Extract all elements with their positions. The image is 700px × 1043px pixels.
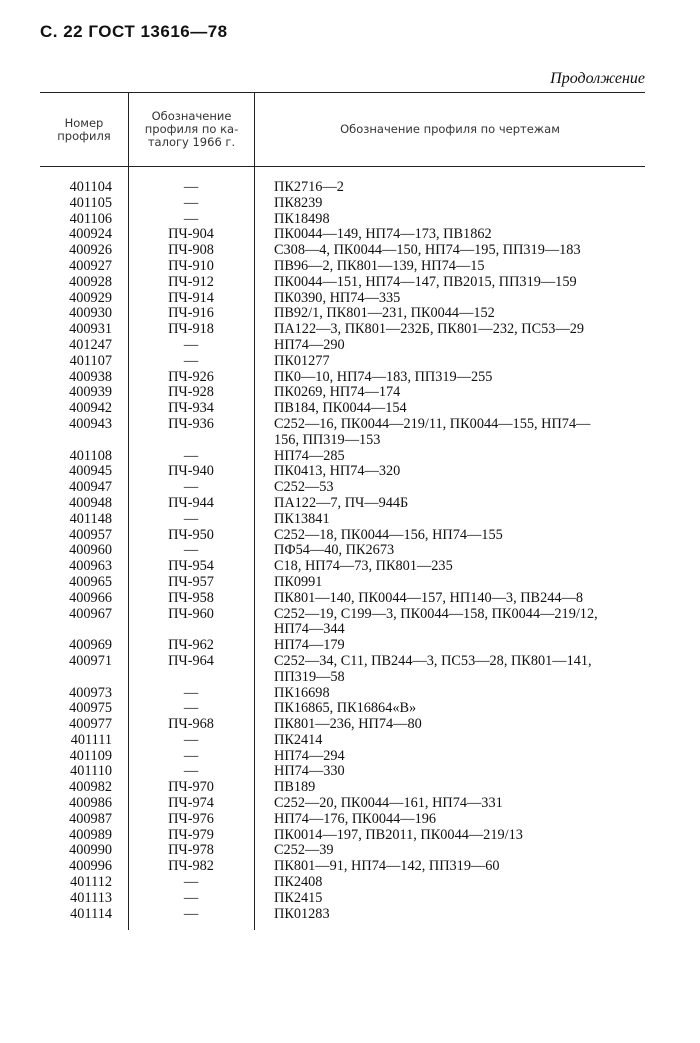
- profile-number: 400960: [69, 542, 112, 559]
- profile-number: 400973: [69, 684, 112, 701]
- column-header-drawings: Обозначение профиля по чертежам: [340, 122, 560, 136]
- drawing-designation: С252—53: [274, 479, 334, 496]
- drawing-designation: ПК0991: [274, 573, 323, 590]
- table-row: [40, 828, 645, 844]
- table-row: [40, 575, 645, 591]
- catalog-designation: —: [183, 763, 199, 780]
- drawing-designation: ПФ54—40, ПК2673: [274, 542, 395, 559]
- profile-number: 401108: [69, 447, 112, 464]
- drawing-designation: ПК13841: [274, 510, 330, 527]
- profile-number: 400986: [69, 795, 112, 812]
- catalog-designation: ПЧ-928: [168, 384, 214, 401]
- profile-number: 400971: [69, 652, 112, 669]
- profile-number: 401109: [69, 747, 112, 764]
- profile-number: 401113: [70, 889, 112, 906]
- catalog-designation: ПЧ-968: [168, 716, 214, 733]
- drawing-designation: С252—18, ПК0044—156, НП74—155: [274, 526, 503, 543]
- drawing-designation: ПК801—91, НП74—142, ПП319—60: [274, 858, 500, 875]
- drawing-designation: ПВ92/1, ПК801—231, ПК0044—152: [274, 305, 495, 322]
- drawing-designation: НП74—285: [274, 447, 345, 464]
- drawing-designation: ПК16698: [274, 684, 330, 701]
- column-header-catalog: Обозначение профиля по ка- талогу 1966 г.: [144, 109, 239, 149]
- profile-number: 400996: [69, 858, 112, 875]
- table-row: [40, 196, 645, 212]
- catalog-designation: ПЧ-908: [168, 242, 214, 259]
- drawing-designation: НП74—330: [274, 763, 345, 780]
- table-row: [40, 385, 645, 401]
- drawing-designation: ПА122—7, ПЧ—944Б: [274, 494, 409, 511]
- profile-number: 400965: [69, 573, 112, 590]
- column-header-number: Номер профиля: [57, 115, 111, 143]
- catalog-designation: ПЧ-964: [168, 652, 214, 669]
- profile-number: 400930: [69, 305, 112, 322]
- profile-number: 400938: [69, 368, 112, 385]
- drawing-designation: ПК2716—2: [274, 179, 344, 195]
- profile-number: 400924: [69, 226, 112, 243]
- profile-number: 401111: [70, 731, 112, 748]
- table-row: [40, 543, 645, 559]
- catalog-designation: —: [183, 179, 199, 195]
- catalog-designation: —: [183, 194, 199, 211]
- table-row: [40, 401, 645, 417]
- catalog-designation: —: [183, 447, 199, 464]
- table-row: [40, 875, 645, 891]
- profile-number: 401110: [70, 763, 112, 780]
- catalog-designation: ПЧ-904: [168, 226, 214, 243]
- profile-number: 400927: [69, 257, 112, 274]
- profile-number: 400990: [69, 842, 112, 859]
- profile-number: 400966: [69, 589, 112, 606]
- profile-number: 400942: [69, 400, 112, 417]
- table-row: [40, 227, 645, 243]
- catalog-designation: ПЧ-944: [168, 494, 214, 511]
- table-row: [40, 370, 645, 386]
- profile-number: 401247: [69, 336, 112, 353]
- table-row: [40, 701, 645, 717]
- catalog-designation: —: [183, 700, 199, 717]
- drawing-designation: С252—16, ПК0044—219/11, ПК0044—155, НП74— 156, ПП319—153: [274, 415, 591, 448]
- table-row: [40, 496, 645, 512]
- continuation-label: Продолжение: [550, 70, 645, 87]
- table-row: [40, 780, 645, 796]
- table-row: [40, 607, 645, 639]
- profile-number: 400939: [69, 384, 112, 401]
- catalog-designation: ПЧ-962: [168, 637, 214, 654]
- table-row: [40, 638, 645, 654]
- catalog-designation: ПЧ-954: [168, 558, 214, 575]
- profile-number: 400969: [69, 637, 112, 654]
- drawing-designation: С252—19, С199—3, ПК0044—158, ПК0044—219/12, НП74—344: [274, 605, 598, 638]
- table-body: [40, 180, 645, 922]
- catalog-designation: —: [183, 747, 199, 764]
- profile-number: 400943: [69, 415, 112, 432]
- profile-number: 400987: [69, 810, 112, 827]
- catalog-designation: ПЧ-910: [168, 257, 214, 274]
- table-row: [40, 717, 645, 733]
- drawing-designation: ПК2415: [274, 889, 323, 906]
- table-row: [40, 322, 645, 338]
- drawing-designation: ПА122—3, ПК801—232Б, ПК801—232, ПС53—29: [274, 321, 585, 338]
- drawing-designation: НП74—176, ПК0044—196: [274, 810, 437, 827]
- drawing-designation: С308—4, ПК0044—150, НП74—195, ПП319—183: [274, 242, 581, 259]
- profile-number: 401148: [69, 510, 112, 527]
- drawing-designation: ПК2408: [274, 874, 323, 891]
- drawing-designation: ПК2414: [274, 731, 323, 748]
- profile-number: 400947: [69, 479, 112, 496]
- table-row: [40, 733, 645, 749]
- catalog-designation: —: [183, 210, 199, 227]
- profile-number: 400929: [69, 289, 112, 306]
- table-row: [40, 859, 645, 875]
- table-row: [40, 812, 645, 828]
- drawing-designation: ПК801—140, ПК0044—157, НП140—3, ПВ244—8: [274, 589, 583, 606]
- table-row: [40, 212, 645, 228]
- table-row: [40, 891, 645, 907]
- catalog-designation: ПЧ-914: [168, 289, 214, 306]
- table-row: [40, 243, 645, 259]
- catalog-designation: ПЧ-940: [168, 463, 214, 480]
- catalog-designation: ПЧ-958: [168, 589, 214, 606]
- drawing-designation: ПК0—10, НП74—183, ПП319—255: [274, 368, 493, 385]
- drawing-designation: НП74—290: [274, 336, 345, 353]
- table-row: [40, 306, 645, 322]
- profile-number: 400982: [69, 779, 112, 796]
- drawing-designation: ПК8239: [274, 194, 323, 211]
- catalog-designation: —: [183, 905, 199, 922]
- catalog-designation: ПЧ-950: [168, 526, 214, 543]
- catalog-designation: —: [183, 510, 199, 527]
- drawing-designation: ПК0269, НП74—174: [274, 384, 401, 401]
- profile-number: 400957: [69, 526, 112, 543]
- drawing-designation: ПК0044—149, НП74—173, ПВ1862: [274, 226, 492, 243]
- catalog-designation: ПЧ-976: [168, 810, 214, 827]
- profile-number: 401105: [69, 194, 112, 211]
- table-row: [40, 654, 645, 686]
- catalog-designation: ПЧ-982: [168, 858, 214, 875]
- profile-number: 400963: [69, 558, 112, 575]
- profile-number: 401106: [69, 210, 112, 227]
- page-header: С. 22 ГОСТ 13616—78: [40, 22, 228, 41]
- table-row: [40, 796, 645, 812]
- drawing-designation: ПК18498: [274, 210, 330, 227]
- drawing-designation: НП74—294: [274, 747, 345, 764]
- table-row: [40, 180, 645, 196]
- drawing-designation: ПК01277: [274, 352, 330, 369]
- profile-number: 401112: [70, 874, 112, 891]
- drawing-designation: С252—39: [274, 842, 334, 859]
- catalog-designation: ПЧ-970: [168, 779, 214, 796]
- drawing-designation: С18, НП74—73, ПК801—235: [274, 558, 453, 575]
- table-row: [40, 764, 645, 780]
- profile-number: 400967: [69, 605, 112, 622]
- drawing-designation: ПК0390, НП74—335: [274, 289, 401, 306]
- profile-number: 401104: [69, 179, 112, 195]
- catalog-designation: ПЧ-979: [168, 826, 214, 843]
- table-row: [40, 417, 645, 449]
- drawing-designation: ПВ184, ПК0044—154: [274, 400, 407, 417]
- catalog-designation: ПЧ-957: [168, 573, 214, 590]
- catalog-designation: —: [183, 889, 199, 906]
- table-row: [40, 259, 645, 275]
- table-row: [40, 354, 645, 370]
- profile-number: 400975: [69, 700, 112, 717]
- catalog-designation: —: [183, 352, 199, 369]
- drawing-designation: ПК0413, НП74—320: [274, 463, 401, 480]
- profile-number: 401107: [69, 352, 112, 369]
- profile-number: 400926: [69, 242, 112, 259]
- table-row: [40, 591, 645, 607]
- profile-number: 400945: [69, 463, 112, 480]
- drawing-designation: ПК0044—151, НП74—147, ПВ2015, ПП319—159: [274, 273, 577, 290]
- table-row: [40, 512, 645, 528]
- catalog-designation: —: [183, 874, 199, 891]
- table-row: [40, 749, 645, 765]
- profile-number: 400948: [69, 494, 112, 511]
- profile-number: 400931: [69, 321, 112, 338]
- catalog-designation: ПЧ-916: [168, 305, 214, 322]
- catalog-designation: ПЧ-978: [168, 842, 214, 859]
- catalog-designation: ПЧ-912: [168, 273, 214, 290]
- drawing-designation: ПК0014—197, ПВ2011, ПК0044—219/13: [274, 826, 523, 843]
- drawing-designation: ПК801—236, НП74—80: [274, 716, 422, 733]
- profile-number: 401114: [70, 905, 112, 922]
- table-row: [40, 449, 645, 465]
- catalog-designation: ПЧ-934: [168, 400, 214, 417]
- table-row: [40, 338, 645, 354]
- catalog-designation: ПЧ-918: [168, 321, 214, 338]
- catalog-designation: ПЧ-974: [168, 795, 214, 812]
- table-row: [40, 480, 645, 496]
- drawing-designation: ПК16865, ПК16864«В»: [274, 700, 417, 717]
- drawing-designation: ПВ189: [274, 779, 316, 796]
- table-row: [40, 528, 645, 544]
- table-header-rule: [40, 166, 645, 167]
- drawing-designation: ПВ96—2, ПК801—139, НП74—15: [274, 257, 485, 274]
- catalog-designation: ПЧ-926: [168, 368, 214, 385]
- catalog-designation: —: [183, 336, 199, 353]
- drawing-designation: С252—34, С11, ПВ244—3, ПС53—28, ПК801—141, ПП319—58: [274, 652, 592, 685]
- profile-number: 400989: [69, 826, 112, 843]
- table-row: [40, 907, 645, 923]
- profile-number: 400928: [69, 273, 112, 290]
- table-row: [40, 291, 645, 307]
- catalog-designation: ПЧ-936: [168, 415, 214, 432]
- table-row: [40, 464, 645, 480]
- drawing-designation: НП74—179: [274, 637, 345, 654]
- catalog-designation: —: [183, 731, 199, 748]
- drawing-designation: ПК01283: [274, 905, 330, 922]
- table-row: [40, 686, 645, 702]
- catalog-designation: —: [183, 479, 199, 496]
- table-row: [40, 275, 645, 291]
- catalog-designation: ПЧ-960: [168, 605, 214, 622]
- catalog-designation: —: [183, 684, 199, 701]
- profile-number: 400977: [69, 716, 112, 733]
- drawing-designation: С252—20, ПК0044—161, НП74—331: [274, 795, 503, 812]
- table-row: [40, 559, 645, 575]
- table-row: [40, 843, 645, 859]
- catalog-designation: —: [183, 542, 199, 559]
